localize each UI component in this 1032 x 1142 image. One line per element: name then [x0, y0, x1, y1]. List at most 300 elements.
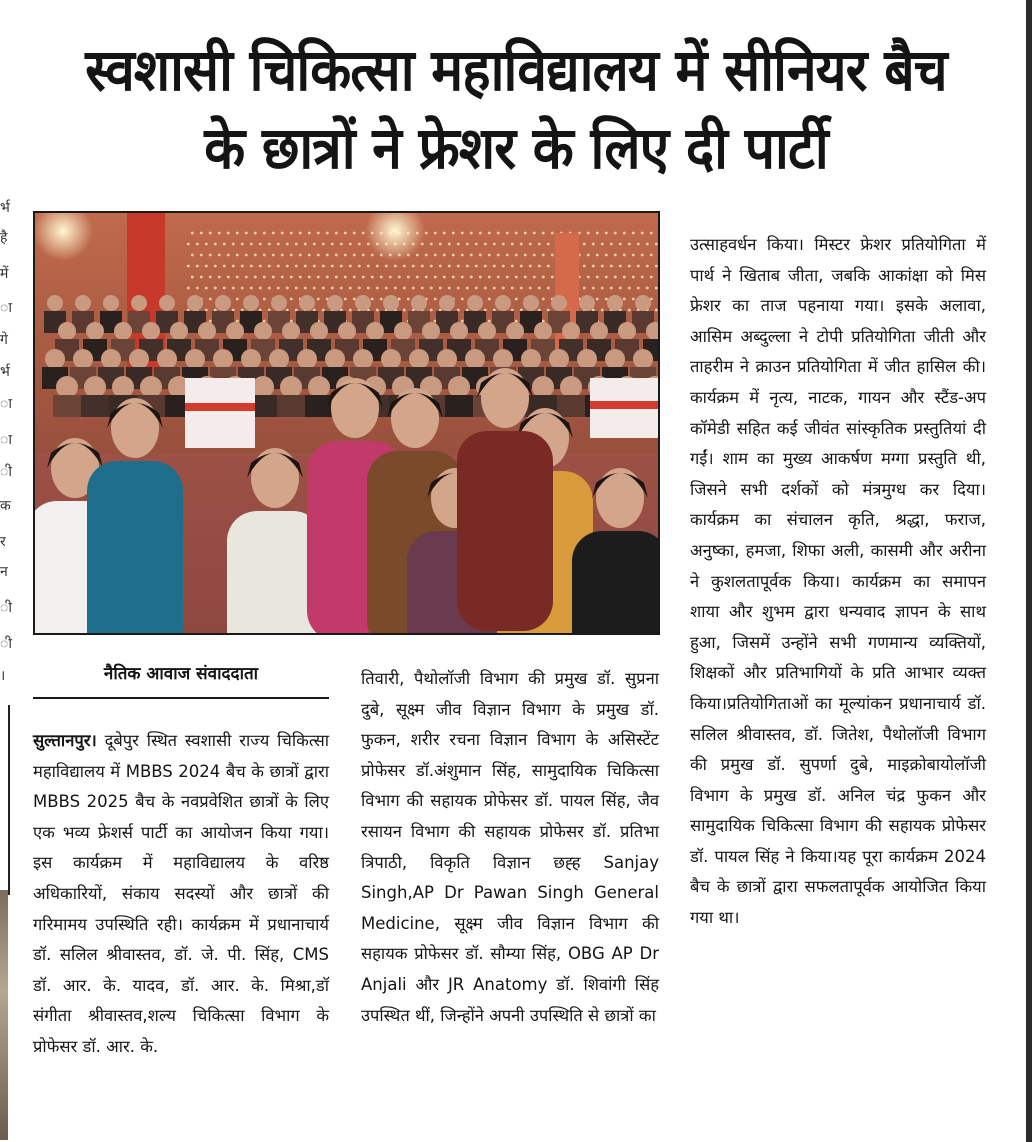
audience-head — [439, 295, 455, 311]
fairy-light — [547, 243, 550, 246]
fairy-light — [457, 265, 460, 268]
fairy-light — [380, 298, 383, 301]
fairy-light — [281, 276, 284, 279]
headline-line-2: के छात्रों ने फ्रेशर के लिए दी पार्टी — [204, 114, 828, 182]
fairy-light — [196, 265, 199, 268]
article-text-1: दूबेपुर स्थित स्वशासी राज्य चिकित्सा महाविद्यालय में MBBS 2024 बैच के छात्रों द्वारा MBBS 2025 बैच के नवप्रवेशित छात्रों के लिए एक भव्य फ्रेशर्स पार्टी का आयोजन किया गया। इस कार्यक्रम में महाविद्यालय के वरिष्ठ अधिकारियों, संकाय सदस्यों और छात्रों की गरिमामय उपस्थिति रही। कार्यक्रम में प्रधानाचार्य डॉ. सलिल श्रीवास्तव, डॉ. जे. पी. सिंह, CMS डॉ. आर. के. यादव, डॉ. आर. के. मिश्रा,डॉ संगीता श्रीवास्तव,शल्य चिकित्सा विभाग के प्रोफेसर डॉ. आर. के. — [33, 731, 329, 1056]
audience-head — [394, 322, 412, 340]
audience-head — [338, 322, 356, 340]
fairy-light — [385, 287, 388, 290]
fairy-light — [214, 309, 217, 312]
fairy-light — [200, 232, 203, 235]
fairy-light — [637, 243, 640, 246]
fairy-light — [623, 232, 626, 235]
fairy-light — [457, 309, 460, 312]
fairy-light — [448, 287, 451, 290]
fairy-light — [641, 232, 644, 235]
fairy-light — [295, 265, 298, 268]
fairy-light — [650, 276, 653, 279]
audience-head — [103, 295, 119, 311]
fairy-light — [317, 298, 320, 301]
front-guest-body — [572, 531, 658, 633]
fairy-light — [295, 243, 298, 246]
fairy-light — [313, 265, 316, 268]
byline-rule — [33, 697, 329, 699]
fairy-light — [641, 276, 644, 279]
fairy-light — [281, 232, 284, 235]
fairy-light — [286, 243, 289, 246]
fairy-light — [214, 265, 217, 268]
fairy-light — [304, 243, 307, 246]
audience-head — [353, 349, 373, 369]
fairy-light — [290, 298, 293, 301]
fairy-light — [466, 287, 469, 290]
fairy-light — [232, 243, 235, 246]
fairy-light — [254, 254, 257, 257]
fairy-light — [209, 298, 212, 301]
audience-head — [243, 295, 259, 311]
fairy-light — [322, 265, 325, 268]
fairy-light — [628, 287, 631, 290]
fairy-light — [497, 254, 500, 257]
fairy-light — [299, 276, 302, 279]
fairy-light — [655, 243, 658, 246]
fairy-light — [434, 276, 437, 279]
fairy-light — [470, 232, 473, 235]
fairy-light — [196, 287, 199, 290]
fairy-light — [344, 298, 347, 301]
fairy-light — [515, 320, 518, 323]
adjacent-column-fragment: गे — [0, 332, 8, 348]
fairy-light — [452, 276, 455, 279]
fairy-light — [430, 243, 433, 246]
audience-head — [84, 376, 106, 398]
fairy-light — [479, 232, 482, 235]
fairy-light — [619, 287, 622, 290]
fairy-light — [304, 287, 307, 290]
fairy-light — [605, 276, 608, 279]
fairy-light — [529, 265, 532, 268]
fairy-light — [655, 287, 658, 290]
fairy-light — [461, 276, 464, 279]
fairy-light — [511, 287, 514, 290]
fairy-light — [376, 287, 379, 290]
fairy-light — [200, 254, 203, 257]
fairy-light — [583, 243, 586, 246]
adjacent-column-fragment: ी — [0, 600, 12, 616]
fairy-light — [605, 298, 608, 301]
fairy-light — [358, 243, 361, 246]
audience-head — [170, 322, 188, 340]
fairy-light — [520, 309, 523, 312]
audience-head — [269, 349, 289, 369]
fairy-light — [412, 265, 415, 268]
fairy-light — [268, 265, 271, 268]
fairy-light — [277, 243, 280, 246]
audience-head — [254, 322, 272, 340]
fairy-light — [497, 276, 500, 279]
audience-head — [185, 349, 205, 369]
fairy-light — [641, 254, 644, 257]
adjacent-column-fragment: ी — [0, 636, 12, 652]
article-text-2: तिवारी, पैथोलॉजी विभाग की प्रमुख डॉ. सुप्रना दुबे, सूक्ष्म जीव विज्ञान विभाग के प्रमुख डॉ. फुकन, शरीर रचना विज्ञान विभाग के असिस्टेंट प्रोफेसर डॉ.अंशुमान सिंह, सामुदायिक चिकित्सा विभाग की सहायक प्रोफेसर डॉ. पायल सिंह, जैव रसायन विभाग की सहायक प्रोफेसर डॉ. प्रतिभा त्रिपाठी, विकृति विज्ञान छह्ह Sanjay Singh,AP Dr Pawan Singh General Medicine, सूक्ष्म जीव विज्ञान विभाग की सहायक प्रोफेसर डॉ. सौम्या सिंह, OBG AP Dr Anjali और JR Anatomy डॉ. शिवांगी सिंह उपस्थित थीं, जिन्होंने अपनी उपस्थिति से छात्रों का — [361, 669, 659, 1025]
audience-head — [560, 376, 582, 398]
fairy-light — [317, 276, 320, 279]
audience-head — [215, 295, 231, 311]
audience-body — [557, 395, 585, 417]
fairy-light — [515, 298, 518, 301]
adjacent-column-fragment: । — [0, 668, 6, 684]
fairy-light — [371, 254, 374, 257]
fairy-light — [461, 298, 464, 301]
fairy-light — [542, 320, 545, 323]
fairy-light — [254, 232, 257, 235]
headline-line-1: स्वशासी चिकित्सा महाविद्यालय में सीनियर बैच — [85, 36, 947, 104]
fairy-light — [272, 276, 275, 279]
fairy-light — [484, 287, 487, 290]
fairy-light — [349, 265, 352, 268]
fairy-light — [470, 276, 473, 279]
fairy-light — [596, 276, 599, 279]
fairy-light — [547, 309, 550, 312]
fairy-light — [353, 298, 356, 301]
fairy-light — [623, 276, 626, 279]
fairy-light — [308, 276, 311, 279]
fairy-light — [524, 232, 527, 235]
audience-head — [187, 295, 203, 311]
fairy-light — [209, 276, 212, 279]
fairy-light — [268, 243, 271, 246]
fairy-light — [403, 309, 406, 312]
fairy-light — [515, 232, 518, 235]
audience-head — [73, 349, 93, 369]
fairy-light — [506, 276, 509, 279]
audience-head — [140, 376, 162, 398]
audience-head — [450, 322, 468, 340]
fairy-light — [592, 265, 595, 268]
audience-body — [277, 395, 305, 417]
audience-head — [493, 349, 513, 369]
fairy-light — [416, 276, 419, 279]
byline: नैतिक आवाज संवाददाता — [103, 664, 259, 684]
fairy-light — [376, 265, 379, 268]
fairy-light — [623, 298, 626, 301]
fairy-light — [218, 232, 221, 235]
audience-head — [58, 322, 76, 340]
fairy-light — [502, 287, 505, 290]
fairy-light — [362, 232, 365, 235]
fairy-light — [268, 287, 271, 290]
audience-head — [437, 349, 457, 369]
fairy-light — [245, 232, 248, 235]
adjacent-column-fragment: ी — [0, 464, 12, 480]
audience-head — [409, 349, 429, 369]
fairy-light — [488, 254, 491, 257]
fairy-light — [443, 232, 446, 235]
fairy-light — [655, 309, 658, 312]
page-edge-right — [1026, 0, 1032, 1142]
fairy-light — [475, 265, 478, 268]
fairy-light — [313, 287, 316, 290]
fairy-light — [592, 287, 595, 290]
fairy-light — [533, 276, 536, 279]
fairy-light — [605, 254, 608, 257]
fairy-light — [340, 309, 343, 312]
fairy-light — [524, 254, 527, 257]
fairy-light — [277, 265, 280, 268]
audience-head — [523, 295, 539, 311]
fairy-light — [520, 287, 523, 290]
fairy-light — [349, 309, 352, 312]
fairy-light — [250, 243, 253, 246]
fairy-light — [191, 232, 194, 235]
fairy-light — [277, 287, 280, 290]
audience-head — [297, 349, 317, 369]
fairy-light — [484, 265, 487, 268]
fairy-light — [596, 232, 599, 235]
fairy-light — [259, 287, 262, 290]
fairy-light — [367, 287, 370, 290]
fairy-light — [551, 232, 554, 235]
fairy-light — [493, 287, 496, 290]
audience-head — [131, 295, 147, 311]
fairy-light — [502, 265, 505, 268]
fairy-light — [430, 309, 433, 312]
fairy-light — [533, 254, 536, 257]
fairy-light — [313, 309, 316, 312]
fairy-light — [488, 320, 491, 323]
fairy-light — [308, 254, 311, 257]
fairy-light — [250, 265, 253, 268]
audience-head — [241, 349, 261, 369]
fairy-light — [646, 265, 649, 268]
fairy-light — [551, 254, 554, 257]
fairy-light — [448, 265, 451, 268]
fairy-light — [380, 276, 383, 279]
fairy-light — [632, 298, 635, 301]
fairy-light — [272, 232, 275, 235]
fairy-light — [470, 254, 473, 257]
fairy-light — [340, 265, 343, 268]
fairy-light — [587, 254, 590, 257]
audience-head — [86, 322, 104, 340]
fairy-light — [187, 309, 190, 312]
article-column-1 — [33, 726, 329, 1063]
fairy-light — [538, 287, 541, 290]
fairy-light — [196, 243, 199, 246]
fairy-light — [331, 243, 334, 246]
fairy-light — [484, 309, 487, 312]
fairy-light — [614, 232, 617, 235]
fairy-light — [317, 254, 320, 257]
fairy-light — [601, 265, 604, 268]
fairy-light — [358, 265, 361, 268]
fairy-light — [286, 287, 289, 290]
front-guest-head — [331, 378, 379, 438]
audience-head — [327, 295, 343, 311]
front-guest-head — [251, 448, 299, 508]
adjacent-column-fragment: न — [0, 564, 8, 580]
fairy-light — [232, 265, 235, 268]
fairy-light — [434, 254, 437, 257]
audience-head — [383, 295, 399, 311]
audience-head — [325, 349, 345, 369]
fairy-light — [362, 276, 365, 279]
fairy-light — [272, 254, 275, 257]
audience-head — [252, 376, 274, 398]
audience-body — [445, 395, 473, 417]
fairy-light — [263, 276, 266, 279]
fairy-light — [601, 309, 604, 312]
audience-body — [53, 395, 81, 417]
fairy-light — [281, 254, 284, 257]
audience-head — [310, 322, 328, 340]
fairy-light — [394, 265, 397, 268]
fairy-light — [241, 243, 244, 246]
fairy-light — [583, 287, 586, 290]
audience-head — [159, 295, 175, 311]
fairy-light — [583, 265, 586, 268]
audience-head — [213, 349, 233, 369]
fairy-light — [452, 232, 455, 235]
fairy-light — [632, 276, 635, 279]
fairy-light — [610, 243, 613, 246]
audience-head — [549, 349, 569, 369]
fairy-light — [263, 320, 266, 323]
fairy-light — [290, 232, 293, 235]
audience-head — [45, 349, 65, 369]
column-divider-left — [8, 705, 10, 895]
fairy-light — [403, 265, 406, 268]
fairy-light — [493, 243, 496, 246]
audience-head — [355, 295, 371, 311]
fairy-light — [614, 254, 617, 257]
fairy-light — [236, 276, 239, 279]
fairy-light — [614, 276, 617, 279]
fairy-light — [466, 309, 469, 312]
fairy-light — [335, 232, 338, 235]
fairy-light — [542, 298, 545, 301]
fairy-light — [313, 243, 316, 246]
fairy-light — [344, 254, 347, 257]
fairy-light — [205, 265, 208, 268]
fairy-light — [290, 254, 293, 257]
fairy-light — [443, 276, 446, 279]
audience-head — [605, 349, 625, 369]
fairy-light — [619, 243, 622, 246]
fairy-light — [353, 254, 356, 257]
fairy-light — [439, 287, 442, 290]
fairy-light — [299, 254, 302, 257]
fairy-light — [299, 232, 302, 235]
fairy-light — [326, 254, 329, 257]
fairy-light — [542, 232, 545, 235]
front-guest-head — [391, 388, 439, 448]
fairy-light — [232, 309, 235, 312]
fairy-light — [394, 287, 397, 290]
audience-head — [308, 376, 330, 398]
fairy-light — [421, 287, 424, 290]
fairy-light — [605, 232, 608, 235]
audience-head — [101, 349, 121, 369]
fairy-light — [236, 254, 239, 257]
fairy-light — [425, 254, 428, 257]
adjacent-column-fragment: ा — [0, 432, 12, 448]
fairy-light — [259, 265, 262, 268]
fairy-light — [425, 276, 428, 279]
fairy-light — [610, 265, 613, 268]
audience-head — [577, 349, 597, 369]
fairy-light — [353, 276, 356, 279]
fairy-light — [488, 232, 491, 235]
audience-head — [271, 295, 287, 311]
fairy-light — [407, 276, 410, 279]
fairy-light — [218, 254, 221, 257]
fairy-light — [547, 265, 550, 268]
fairy-light — [601, 243, 604, 246]
fairy-light — [538, 265, 541, 268]
audience-head — [551, 295, 567, 311]
fairy-light — [227, 276, 230, 279]
fairy-light — [421, 265, 424, 268]
fairy-light — [425, 232, 428, 235]
audience-head — [411, 295, 427, 311]
adjacent-column-fragment: र्भ — [0, 364, 10, 380]
fairy-light — [371, 276, 374, 279]
fairy-light — [466, 243, 469, 246]
audience-head — [366, 322, 384, 340]
fairy-light — [245, 254, 248, 257]
audience-head — [282, 322, 300, 340]
fairy-light — [340, 243, 343, 246]
fairy-light — [209, 254, 212, 257]
fairy-light — [263, 232, 266, 235]
fairy-light — [236, 232, 239, 235]
fairy-light — [646, 243, 649, 246]
fairy-light — [385, 265, 388, 268]
fairy-light — [254, 276, 257, 279]
fairy-light — [430, 287, 433, 290]
fairy-light — [412, 287, 415, 290]
event-photo — [33, 211, 660, 635]
fairy-light — [326, 276, 329, 279]
fairy-light — [466, 265, 469, 268]
article-text-3: उत्साहवर्धन किया। मिस्टर फ्रेशर प्रतियोगिता में पार्थ ने खिताब जीता, जबकि आकांक्षा को मिस फ्रेशर का ताज पहनाया गया। इसके अलावा, आसिम अब्दुल्ला ने टोपी प्रतियोगिता जीती और ताहरीम ने क्राउन प्रतियोगिता में जीत हासिल की। कार्यक्रम में नृत्य, नाटक, गायन और स्टैंड-अप कॉमेडी सहित कई जीवंत सांस्कृतिक प्रस्तुतियां दी गईं। शाम का मुख्य आकर्षण मग्गा प्रस्तुति थी, जिसने सभी दर्शकों को मंत्रमुग्ध कर दिया। कार्यक्रम का संचालन कृति, श्रद्धा, फराज, अनुष्का, हमजा, शिफा अली, कासमी और अरीना ने कुशलतापूर्वक किया। कार्यक्रम का समापन शाया और शुभम द्वारा धन्यवाद ज्ञापन के साथ हुआ, जिसमें उन्होंने सभी गणमान्य व्यक्तियों, शिक्षकों और प्रतिभागियों के प्रति आभार व्यक्त किया।प्रतियोगिताओं का मूल्यांकन प्रधानाचार्य डॉ. सलिल श्रीवास्तव, डॉ. जितेश, पैथोलॉजी विभाग की प्रमुख डॉ. सुपर्णा दुबे, माइक्रोबायोलॉजी विभाग के प्रमुख डॉ. अनिल चंद्र फुकन और सामुदायिक चिकित्सा विभाग की सहायक प्रोफेसर डॉ. पायल सिंह ने किया।यह पूरा कार्यक्रम 2024 बैच के छात्रों द्वारा सफलतापूर्वक आयोजित किया गया था। — [690, 235, 986, 928]
fairy-light — [488, 298, 491, 301]
fairy-light — [263, 298, 266, 301]
fairy-light — [389, 276, 392, 279]
audience-head — [607, 295, 623, 311]
fairy-light — [632, 232, 635, 235]
fairy-light — [461, 320, 464, 323]
fairy-light — [241, 265, 244, 268]
fairy-light — [637, 265, 640, 268]
fairy-light — [322, 309, 325, 312]
audience-body — [81, 395, 109, 417]
fairy-light — [520, 265, 523, 268]
fairy-light — [506, 232, 509, 235]
adjacent-column-fragment: में — [0, 266, 9, 282]
front-guest-head — [596, 468, 644, 528]
audience-head — [47, 295, 63, 311]
fairy-light — [367, 265, 370, 268]
dateline: सुल्तानपुर। — [33, 731, 97, 750]
fairy-light — [403, 287, 406, 290]
fairy-light — [286, 265, 289, 268]
fairy-light — [236, 320, 239, 323]
fairy-light — [623, 254, 626, 257]
fairy-light — [259, 309, 262, 312]
